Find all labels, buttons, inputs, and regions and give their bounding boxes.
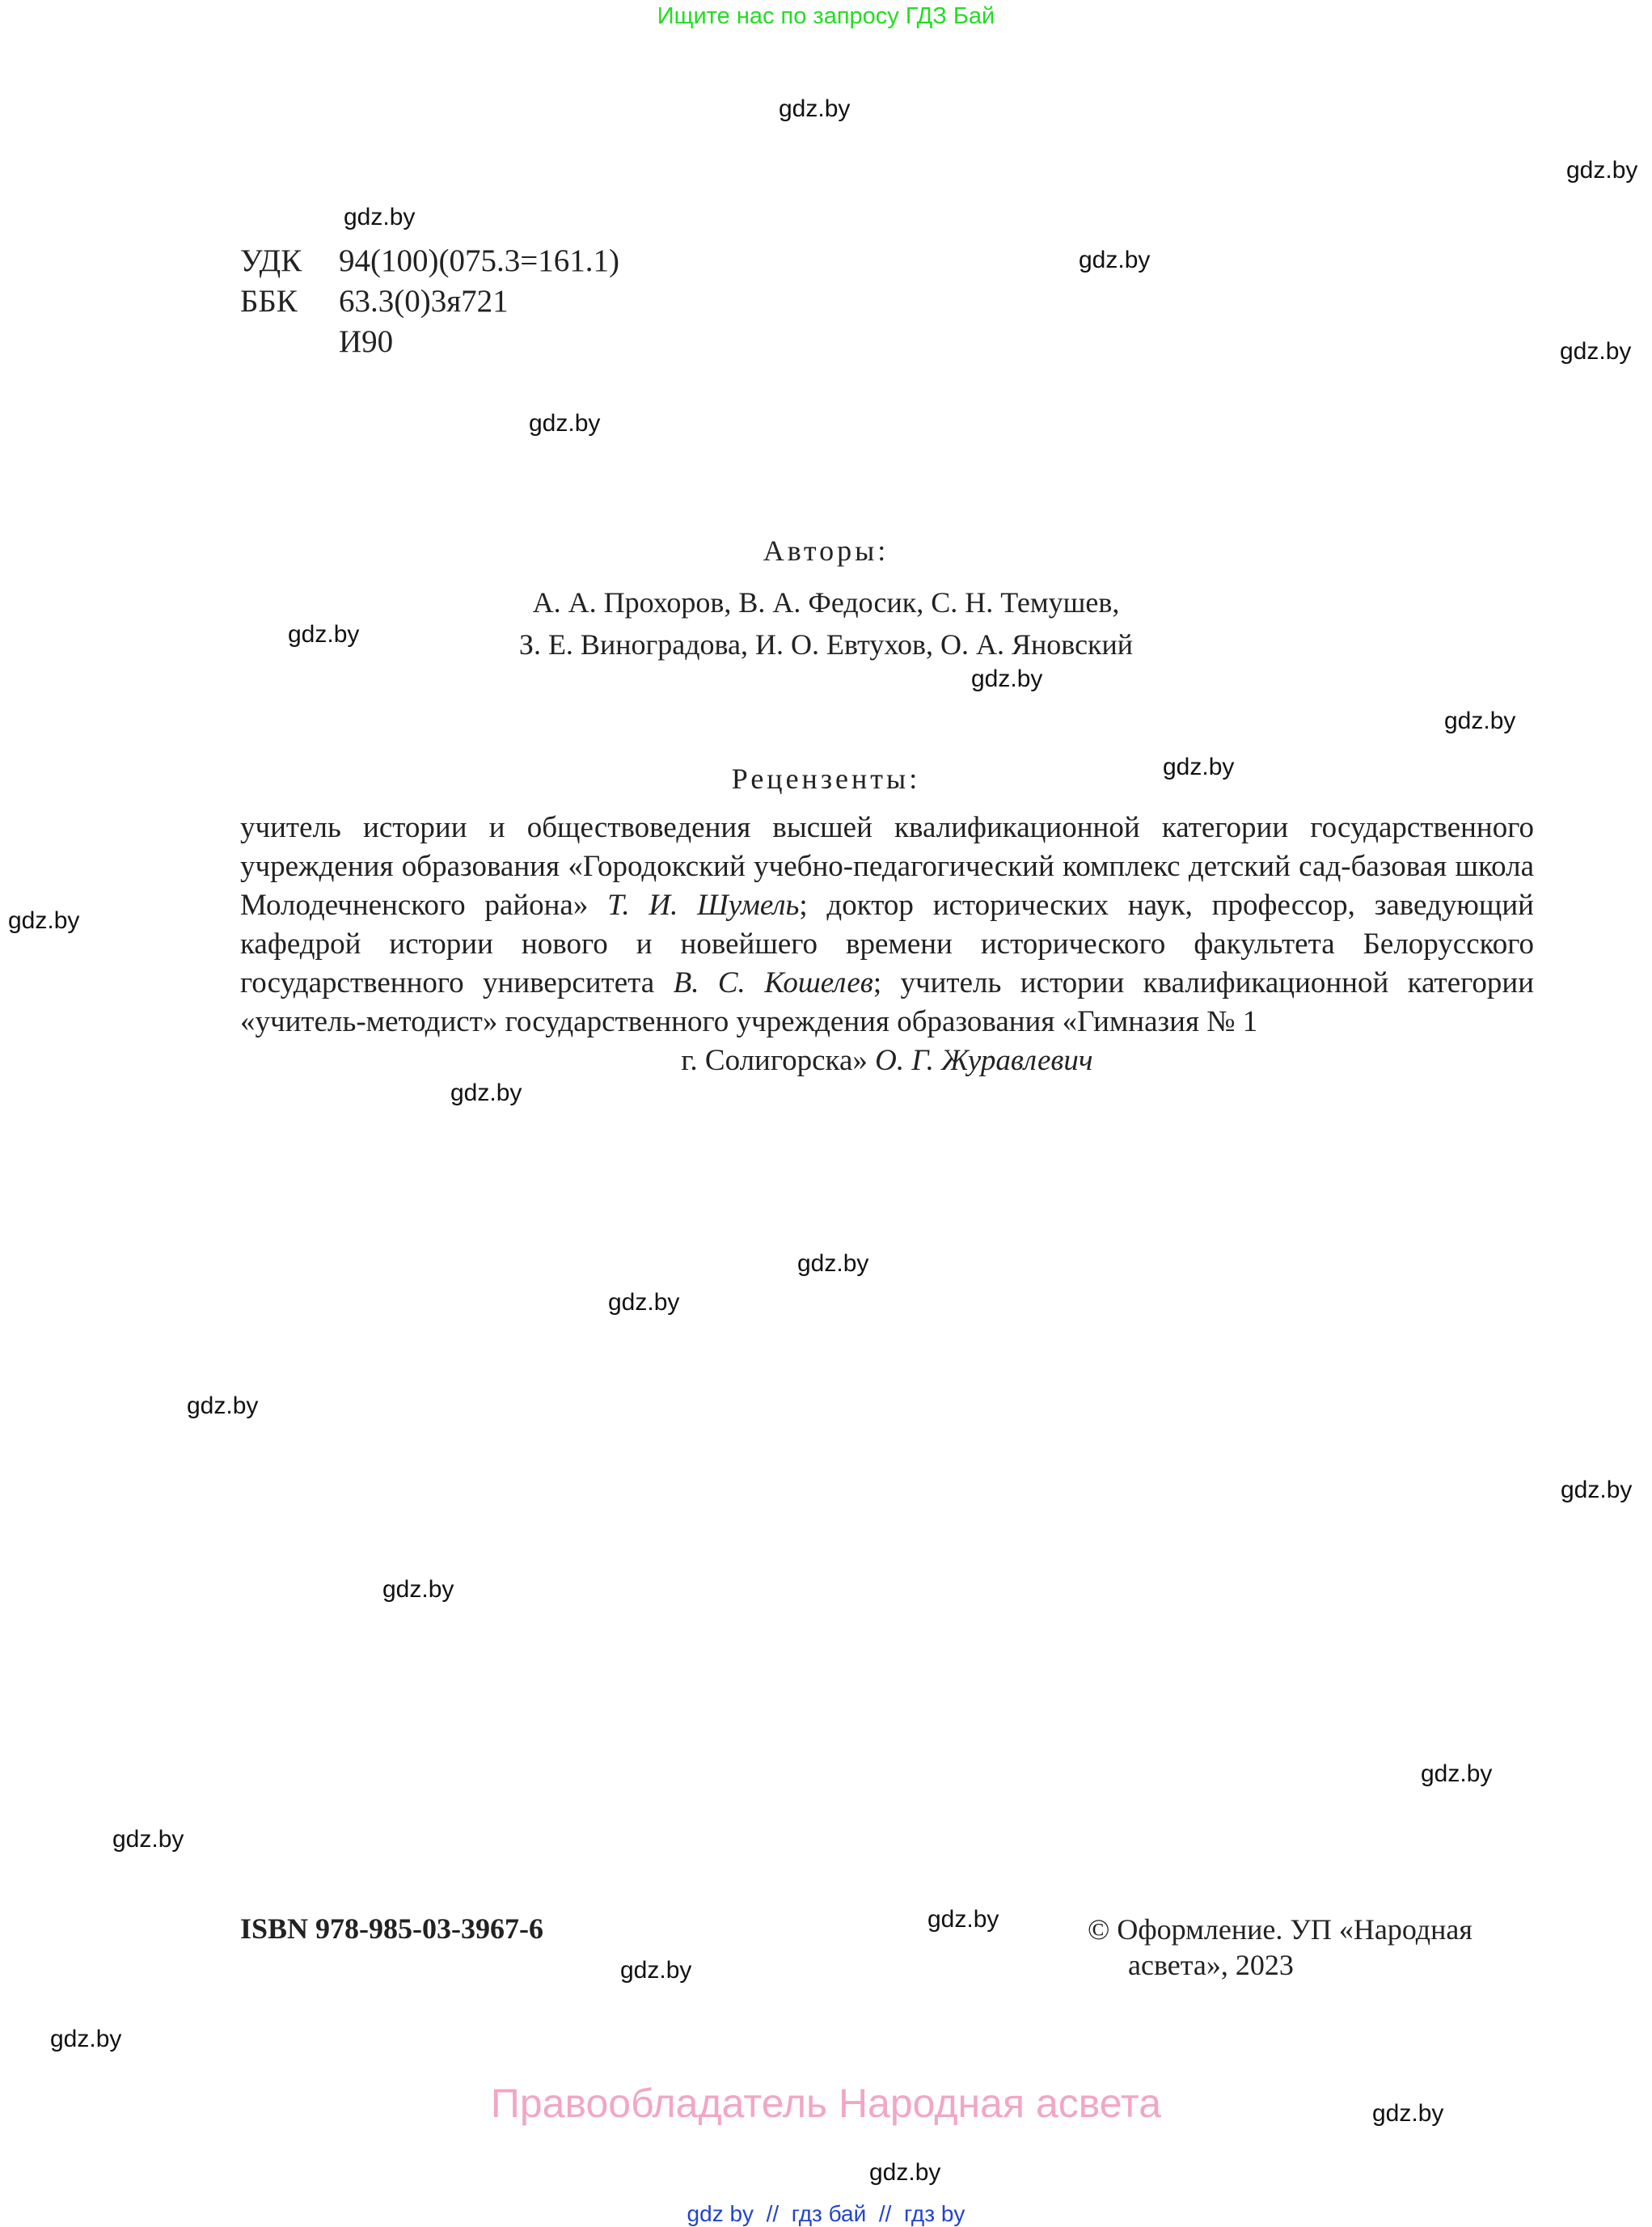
reviewers-heading: Рецензенты:	[731, 763, 921, 795]
udc-value: 94(100)(075.3=161.1)	[339, 243, 619, 278]
footer-link-gdz-by-alt[interactable]: гдз by	[903, 2201, 965, 2226]
author-mark-row	[240, 323, 393, 360]
watermark: gdz.by	[1444, 708, 1516, 734]
watermark: gdz.by	[927, 1906, 999, 1933]
watermark: gdz.by	[620, 1957, 692, 1984]
watermark: gdz.by	[288, 621, 360, 648]
reviewers-text-part-3: ; учитель истории квалификационной категории «учитель-методист» государственного учреждения образования «Гимназия № 1	[240, 966, 1535, 1038]
reviewers-text-part-4: г. Солигорска»	[681, 1044, 876, 1077]
reviewer-name-2: В. С. Кошелев	[673, 966, 873, 999]
watermark: gdz.by	[382, 1576, 454, 1603]
footer-separator: //	[878, 2201, 892, 2226]
watermark: gdz.by	[8, 907, 80, 934]
reviewers-text-part-1: учитель истории и обществоведения высшей квалификационной категории государственного учреждения образования «Городокский учебно-педагогический комплекс детский сад-базовая школа Молодечненского района»	[240, 811, 1534, 922]
watermark: gdz.by	[1566, 157, 1638, 184]
watermark: gdz.by	[50, 2026, 122, 2052]
search-banner: Ищите нас по запросу ГДЗ Бай	[657, 3, 995, 29]
watermark: gdz.by	[1560, 338, 1632, 365]
copyright	[1088, 1912, 1540, 1983]
reviewer-name-1: Т. И. Шумель	[607, 889, 800, 922]
watermark: gdz.by	[608, 1289, 680, 1316]
watermark: gdz.by	[1372, 2100, 1444, 2127]
watermark: gdz.by	[344, 204, 416, 230]
watermark: gdz.by	[971, 666, 1043, 692]
reviewers-text-part-2: ; доктор исторических наук, профессор, заведующий кафедрой истории нового и новейшего времени исторического факультета Белорусского государственного университета	[240, 889, 1534, 999]
watermark: gdz.by	[529, 410, 601, 437]
watermark: gdz.by	[187, 1392, 259, 1419]
bbk-label: ББК	[240, 284, 298, 319]
watermark: gdz.by	[1561, 1477, 1633, 1503]
watermark: gdz.by	[779, 95, 851, 122]
footer-link-gdz-bai[interactable]: гдз бай	[791, 2201, 867, 2226]
footer-link-gdz-by[interactable]: gdz by	[687, 2201, 754, 2226]
rights-holder: Правообладатель Народная асвета	[490, 2081, 1162, 2126]
reviewers-last-line	[240, 1042, 1534, 1080]
author-mark: И90	[339, 324, 394, 359]
watermark: gdz.by	[450, 1080, 522, 1106]
copyright-line-2: асвета», 2023	[1128, 1949, 1294, 1981]
bbk-row	[240, 283, 509, 319]
reviewers-paragraph	[240, 809, 1534, 1080]
copyright-line-1: © Оформление. УП «Народная	[1088, 1913, 1472, 1946]
watermark: gdz.by	[1163, 754, 1235, 780]
watermark: gdz.by	[869, 2159, 941, 2186]
isbn: ISBN 978-985-03-3967-6	[240, 1912, 543, 1945]
authors-heading: Авторы:	[763, 535, 889, 567]
reviewer-name-3: О. Г. Журавлевич	[875, 1044, 1093, 1077]
udc-label: УДК	[240, 243, 302, 278]
watermark: gdz.by	[797, 1250, 869, 1277]
footer-links	[0, 2201, 1652, 2227]
watermark: gdz.by	[1079, 247, 1151, 273]
authors-line-1: А. А. Прохоров, В. А. Федосик, С. Н. Темушев,	[532, 586, 1120, 619]
watermark: gdz.by	[1421, 1760, 1493, 1787]
bbk-value: 63.3(0)3я721	[339, 284, 509, 319]
watermark: gdz.by	[112, 1826, 184, 1853]
footer-separator: //	[766, 2201, 780, 2226]
authors-line-2: З. Е. Виноградова, И. О. Евтухов, О. А. Яновский	[518, 628, 1134, 661]
udc-row	[240, 243, 619, 279]
